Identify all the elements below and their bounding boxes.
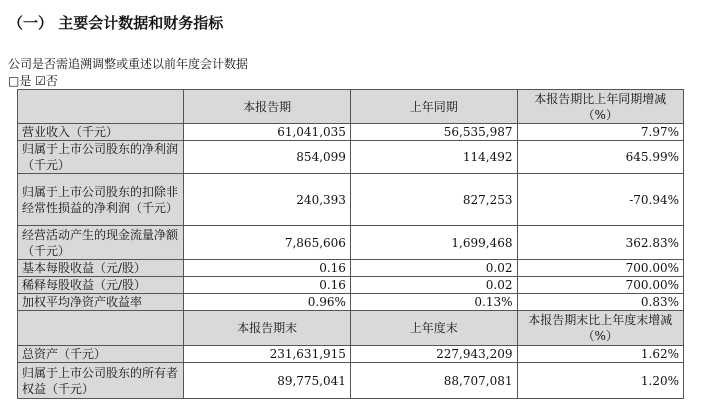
restatement-question: 公司是否需追溯调整或重述以前年度会计数据 <box>8 57 249 71</box>
row-label: 加权平均净资产收益率 <box>18 294 184 311</box>
cell-value: 700.00% <box>517 277 684 294</box>
cell-value: 0.02 <box>350 277 517 294</box>
financial-indicators-table <box>17 89 684 399</box>
row-label: 经营活动产生的现金流量净额（千元） <box>18 226 184 260</box>
row-label: 营业收入（千元） <box>18 124 184 141</box>
cell-value: 1.62% <box>517 346 684 363</box>
cell-value: 7,865,606 <box>184 226 351 260</box>
column-header <box>18 311 184 346</box>
table-row <box>18 277 684 294</box>
section-title: （一） 主要会计数据和财务指标 <box>8 14 224 32</box>
cell-value: -70.94% <box>517 174 684 226</box>
cell-value: 231,631,915 <box>184 346 351 363</box>
cell-value: 0.02 <box>350 260 517 277</box>
table-header-row <box>18 311 684 346</box>
cell-value: 827,253 <box>350 174 517 226</box>
cell-value: 700.00% <box>517 260 684 277</box>
column-header: 本报告期比上年同期增减（%） <box>517 90 684 124</box>
column-header: 本报告期 <box>184 90 351 124</box>
cell-value: 0.16 <box>184 260 351 277</box>
column-header: 本报告期末比上年度末增减（%） <box>517 311 684 346</box>
table-row <box>18 363 684 399</box>
cell-value: 240,393 <box>184 174 351 226</box>
cell-value: 89,775,041 <box>184 363 351 399</box>
row-label: 基本每股收益（元/股） <box>18 260 184 277</box>
table-row <box>18 294 684 311</box>
row-label: 总资产（千元） <box>18 346 184 363</box>
table-header-row <box>18 90 684 124</box>
cell-value: 88,707,081 <box>350 363 517 399</box>
table-row <box>18 226 684 260</box>
cell-value: 56,535,987 <box>350 124 517 141</box>
cell-value: 362.83% <box>517 226 684 260</box>
cell-value: 1,699,468 <box>350 226 517 260</box>
table-row <box>18 260 684 277</box>
cell-value: 227,943,209 <box>350 346 517 363</box>
cell-value: 854,099 <box>184 141 351 174</box>
restatement-options: □是 ☑否 <box>8 74 58 88</box>
table-row <box>18 346 684 363</box>
cell-value: 645.99% <box>517 141 684 174</box>
row-label: 归属于上市公司股东的净利润（千元） <box>18 141 184 174</box>
column-header: 上年同期 <box>350 90 517 124</box>
cell-value: 7.97% <box>517 124 684 141</box>
column-header: 上年度末 <box>350 311 517 346</box>
cell-value: 0.16 <box>184 277 351 294</box>
cell-value: 114,492 <box>350 141 517 174</box>
column-header <box>18 90 184 124</box>
cell-value: 0.96% <box>184 294 351 311</box>
column-header: 本报告期末 <box>184 311 351 346</box>
cell-value: 0.13% <box>350 294 517 311</box>
table-row <box>18 124 684 141</box>
row-label: 归属于上市公司股东的扣除非经常性损益的净利润（千元） <box>18 174 184 226</box>
cell-value: 1.20% <box>517 363 684 399</box>
row-label: 稀释每股收益（元/股） <box>18 277 184 294</box>
cell-value: 0.83% <box>517 294 684 311</box>
cell-value: 61,041,035 <box>184 124 351 141</box>
table-row <box>18 141 684 174</box>
table-row <box>18 174 684 226</box>
row-label: 归属于上市公司股东的所有者权益（千元） <box>18 363 184 399</box>
